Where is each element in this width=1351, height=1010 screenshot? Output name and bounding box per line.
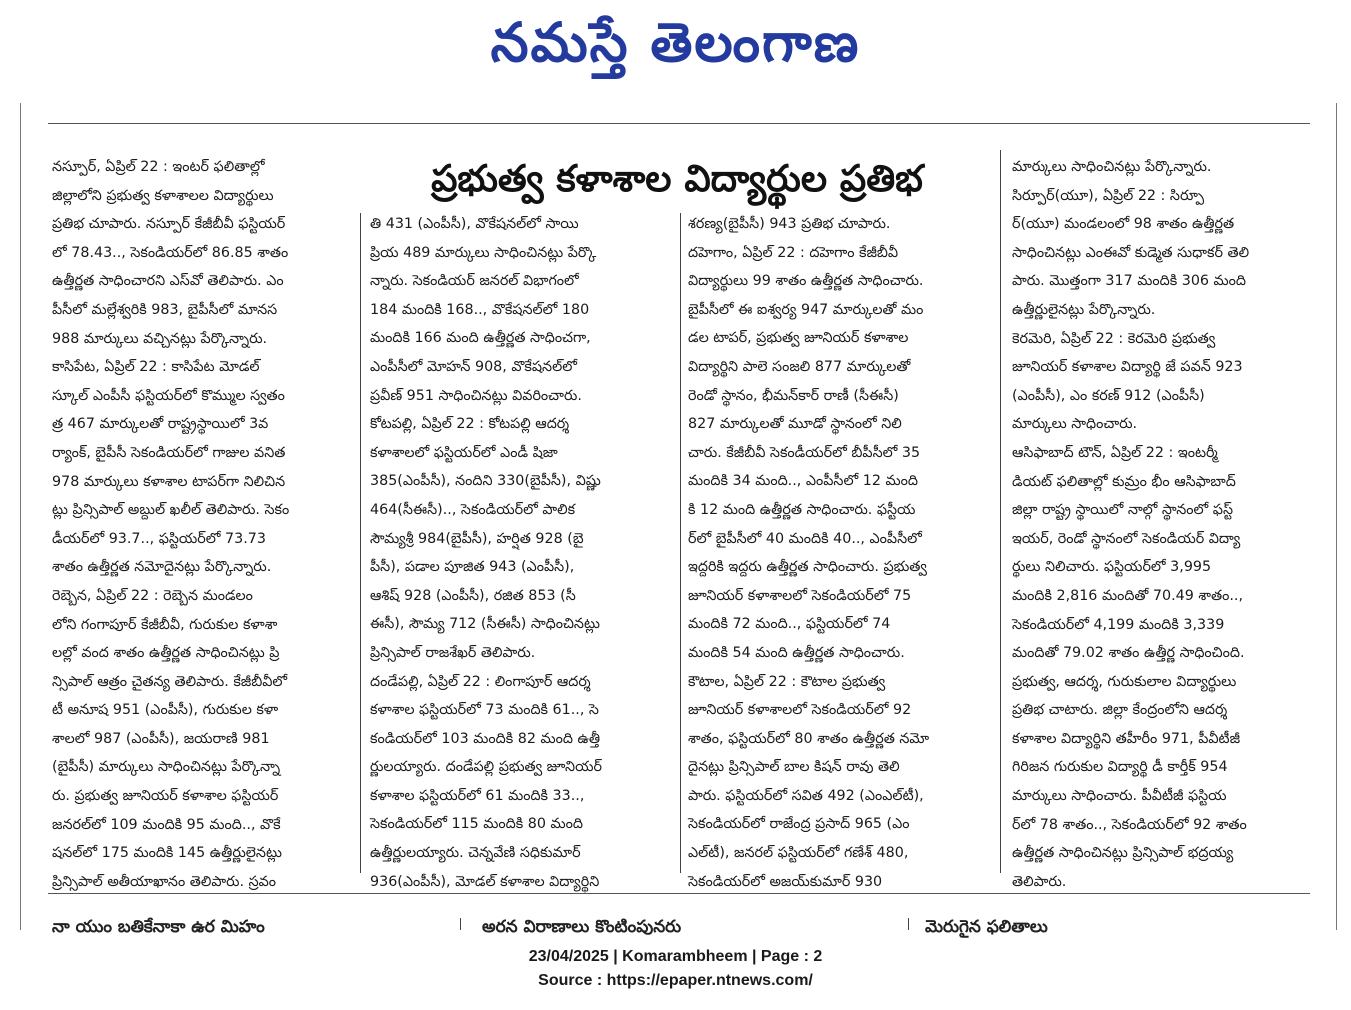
top-rule bbox=[48, 123, 1310, 124]
column-divider-2 bbox=[680, 213, 681, 873]
left-border bbox=[20, 103, 21, 930]
next-headline-middle: అరన విరాణాలు కొంటింపునరు bbox=[482, 917, 682, 937]
next-headline-left: నా యుం బతికేనాకా ఉర మిహం bbox=[52, 917, 265, 937]
bottom-divider-2 bbox=[908, 918, 909, 930]
bottom-divider-1 bbox=[460, 918, 461, 930]
masthead-logo: నమస్తే తెలంగాణ bbox=[490, 11, 861, 74]
next-headline-right: మెరుగైన ఫలితాలు bbox=[925, 917, 1048, 937]
article-column-2: తి 431 (ఎంపీసీ), వొకేషనల్‌లో సాయి ప్రియ 489 మార్కులు సాధించినట్లు పేర్కొ న్నారు. సెకండియర్ జనరల్ విభాగంలో 184 మందికి 168.., వొకేషనల్‌లో 180 మందికి 166 మంది ఉత్తీర్ణత సాధించగా, ఎంపీసీలో మోహన్ 908, వొకేషనల్‌లో ప్రవీణ్ 951 సాధించినట్లు వివరించారు. కోటపల్లి, ఏప్రిల్ 22 : కోటపల్లి ఆదర్శ కళాశాలలో ఫస్టియర్‌లో ఎండీ షిజా 385(ఎంపీసీ), నందిని 330(బైపీసీ), విష్ణు 464(సీఈసీ).., సెకండియర్‌లో పాలిక సౌమ్యశ్రీ 984(బైపీసీ), హర్షిత 928 (బై పీసీ), పడాల పూజిత 943 (ఎంపీసీ), ఆశిష్ 928 (ఎంపీసీ), రజిత 853 (సీ ఈసీ), సౌమ్య 712 (సీఈసీ) సాధించినట్లు ప్రిన్సిపాల్ రాజశేఖర్ తెలిపారు. దండేపల్లి, ఏప్రిల్ 22 : లింగాపూర్ ఆదర్శ కళాశాల ఫస్టియర్‌లో 73 మందికి 61.., సె కండియర్‌లో 103 మందికి 82 మంది ఉత్తీ ర్ణులయ్యారు. దండేపల్లి ప్రభుత్వ జూనియర్ కళాశాల ఫస్టియర్‌లో 61 మందికి 33.., సెకండియర్‌లో 115 మందికి 80 మంది ఉత్తీర్ణులయ్యారు. చెన్నవేణి సధికుమార్ 936(ఎంపీసీ), మోడల్ కళాశాల విద్యార్థిని bbox=[370, 216, 602, 890]
column-divider-3 bbox=[1000, 150, 1001, 873]
article-column-3: శరణ్య(బైపీసీ) 943 ప్రతిభ చూపారు. దహెగాం, ఏప్రిల్ 22 : దహెగాం కేజీబీవీ విద్యార్థులు 99 శాతం ఉత్తీర్ణత సాధించారు. బైపీసీలో ఈ ఐశ్వర్య 947 మార్కులతో మం డల టాపర్, ప్రభుత్వ జూనియర్ కళాశాల విద్యార్థిని పాలె సంజలి 877 మార్కులతో రెండో స్థానం, భీమన్‌కార్ రాణీ (సీఈసీ) 827 మార్కులతో మూడో స్థానంలో నిలి చారు. కేజీబీవీ సెకండీయర్‌లో బీపీసీలో 35 మందికి 34 మంది.., ఎంపీసీలో 12 మంది కి 12 మంది ఉత్తీర్ణత సాధించారు. ఫస్టీయ ర్‌లో బైపీసీలో 40 మందికి 40.., ఎంపీసీలో ఇద్దరికి ఇద్దరు ఉత్తీర్ణత సాధించారు. ప్రభుత్వ జూనియర్ కళాశాలలో సెకండియర్‌లో 75 మందికి 72 మంది.., ఫస్టియర్‌లో 74 మందికి 54 మంది ఉత్తీర్ణత సాధించారు. కౌటాల, ఏప్రిల్ 22 : కౌటాల ప్రభుత్వ జూనియర్ కళాశాలలో సెకండియర్‌లో 92 శాతం, ఫస్టియర్‌లో 80 శాతం ఉత్తీర్ణత నమో దైనట్లు ప్రిన్సిపాల్ బాల కిషన్ రావు తెలి పారు. ఫస్టియర్‌లో సవిత 492 (ఎంఎల్‌టీ), సెకండియర్‌లో రాజేంద్ర ప్రసాద్ 965 (ఎం ఎల్‌టీ), జనరల్ ఫస్టియర్‌లో గణేశ్ 480, సెకండియర్‌లో అజయ్‌కుమార్ 930 bbox=[688, 216, 930, 890]
footer-source: Source : https://epaper.ntnews.com/ bbox=[538, 972, 813, 989]
article-column-1: నస్పూర్, ఏప్రిల్ 22 : ఇంటర్ ఫలితాల్లో జిల్లాలోని ప్రభుత్వ కళాశాలల విద్యార్థులు ప్రతిభ చూపారు. నస్పూర్ కేజీబీవీ ఫస్టియర్ లో 78.43.., సెకండియర్‌లో 86.85 శాతం ఉత్తీర్ణత సాధించారని ఎస్‌వో తెలిపారు. ఎం పీసీలో మల్లేశ్వరికి 983, బైపీసీలో మానస 988 మార్కులు వచ్చినట్లు పేర్కొన్నారు. కాసిపేట, ఏప్రిల్ 22 : కాసిపేట మోడల్ స్కూల్ ఎంపీసీ ఫస్టియర్‌లో కొమ్ముల స్వతం త్ర 467 మార్కులతో రాష్ట్రస్థాయిలో 3వ ర్యాంక్, బైపీసీ సెకండియర్‌లో గాజుల వనిత 978 మార్కులు కళాశాల టాపర్‌గా నిలిచిన ట్లు ప్రిన్సిపాల్ అబ్దుల్ ఖలీల్ తెలిపారు. సెకం డీయర్‌లో 93.7.., ఫస్టియర్‌లో 73.73 శాతం ఉత్తీర్ణత నమోదైనట్లు పేర్కొన్నారు. రెబ్బెన, ఏప్రిల్ 22 : రెబ్బెన మండలం లోని గంగాపూర్ కేజీబీవీ, గురుకుల కళాశా లల్లో వంద శాతం ఉత్తీర్ణత సాధించినట్లు ప్రి న్సిపాల్ ఆత్రం చైతన్య తెలిపారు. కేజీబీవీలో టీ అనూష 951 (ఎంపీసీ), గురుకుల కళా శాలలో 987 (ఎంపీసీ), జయరాణి 981 (బైపీసీ) మార్కులు సాధించినట్లు పేర్కొన్నా రు. ప్రభుత్వ జూనియర్ కళాశాల ఫస్టియర్ జనరల్‌లో 109 మందికి 95 మంది.., వొకే షనల్‌లో 175 మందికి 145 ఉత్తీర్ణులైనట్లు ప్రిన్సిపాల్ అతీయాఖానం తెలిపారు. స్రవం bbox=[52, 159, 290, 890]
footer-date-edition: 23/04/2025 | Komarambheem | Page : 2 bbox=[528, 948, 823, 965]
article-headline: ప్రభుత్వ కళాశాల విద్యార్థుల ప్రతిభ bbox=[431, 157, 923, 200]
column-divider-1 bbox=[360, 213, 361, 873]
article-column-4: మార్కులు సాధించినట్లు పేర్కొన్నారు. సిర్పూర్(యూ), ఏప్రిల్ 22 : సిర్పూ ర్(యూ) మండలంలో 98 శాతం ఉత్తీర్ణత సాధించినట్లు ఎంఈవో కుడ్మెత సుధాకర్ తెలి పారు. మొత్తంగా 317 మందికి 306 మంది ఉత్తీర్ణులైనట్లు పేర్కొన్నారు. కెరమెరి, ఏప్రిల్ 22 : కెరమెరి ప్రభుత్వ జూనియర్ కళాశాల విద్యార్థి జే పవన్ 923 (ఎంపీసీ), ఎం కరణ్ 912 (ఎంపీసీ) మార్కులు సాధించారు. ఆసిఫాబాద్ టౌన్, ఏప్రిల్ 22 : ఇంటర్మీ డియట్ ఫలితాల్లో కుమ్రం భీం ఆసిఫాబాద్ జిల్లా రాష్ట్ర స్థాయిలో నాల్గో స్థానంలో ఫస్ట్ ఇయర్, రెండో స్థానంలో సెకండియర్ విద్యా ర్థులు నిలిచారు. ఫస్టియర్‌లో 3,995 మందికి 2,816 మందితో 70.49 శాతం.., సెకండియర్‌లో 4,199 మందికి 3,339 మందితో 79.02 శాతం ఉత్తీర్ణ సాధించింది. ప్రభుత్వ, ఆదర్శ, గురుకులాల విద్యార్థులు ప్రతిభ చాటారు. జిల్లా కేంద్రంలోని ఆదర్శ కళాశాల విద్యార్థిని తహీరీం 971, పీవీటీజీ గిరిజన గురుకుల విద్యార్థి డీ కార్తీక్ 954 మార్కులు సాధించారు. పీవీటీజీ ఫస్టియ ర్‌లో 78 శాతం.., సెకండియర్‌లో 92 శాతం ఉత్తీర్ణత సాధించినట్లు ప్రిన్సిపాల్ భద్రయ్య తెలిపారు. bbox=[1012, 159, 1250, 890]
right-border bbox=[1336, 103, 1337, 930]
